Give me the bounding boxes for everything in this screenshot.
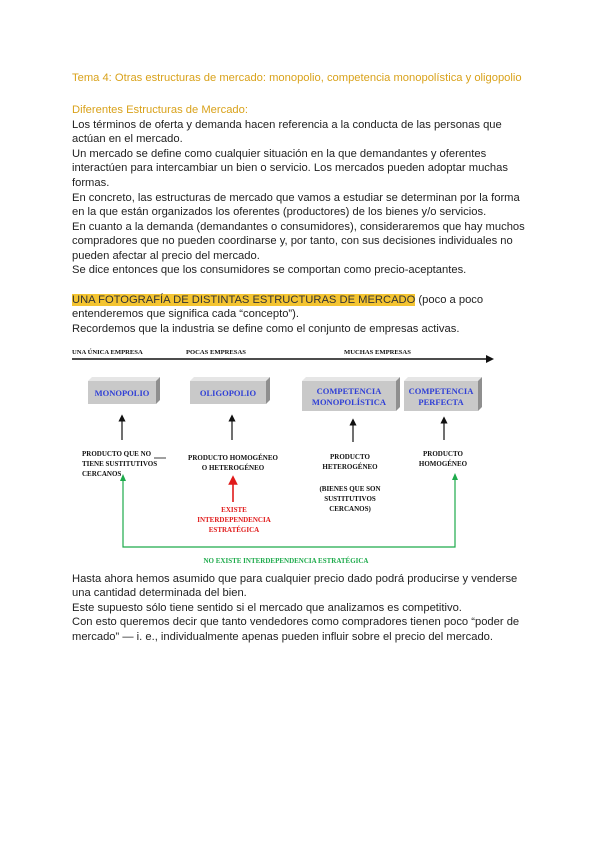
text-line: actúan en el mercado. [72,133,183,145]
photo-heading [72,293,483,308]
text-line: Se dice entonces que los consumidores se comportan como precio-aceptantes. [72,264,467,276]
box-competencia-monopolistica [302,377,400,411]
box-label: COMPETENCIA [316,386,382,396]
scale-label-many: MUCHAS EMPRESAS [344,349,411,356]
box-label: MONOPOLIO [94,388,150,398]
description-monopolio [82,450,166,478]
text-line: en la que están organizados los oferentes (productores) de los bienes y/o servicios. [72,206,487,218]
text-line: En cuanto a la demanda (demandantes o consumidores), consideraremos que hay muchos [72,221,525,233]
text-line: formas. [72,177,110,189]
text-line: compradores que no pueden coordinarse y, por tanto, con sus decisiones individuales no [72,235,513,247]
note-line: SUSTITUTIVOS [324,495,376,503]
box-label: COMPETENCIA [408,386,474,396]
box-monopolio [88,377,160,404]
description-line: PRODUCTO QUE NO [82,450,152,458]
highlighted-heading: UNA FOTOGRAFÍA DE DISTINTAS ESTRUCTURAS DE MERCADO [72,294,416,306]
description-line: PRODUCTO [423,450,463,458]
scale-label-few: POCAS EMPRESAS [186,349,246,356]
text-line: mercado” — i. e., individualmente apenas pueden influir sobre el precio del mercado. [72,631,494,643]
text-line: pueden afectar al precio del mercado. [72,250,260,262]
text-line: Hasta ahora hemos asumido que para cualquier precio dado podrá producirse y venderse [72,573,518,585]
green-connector [123,478,455,547]
scale-arrowhead [486,355,494,363]
description-line: PRODUCTO HOMOGÉNEO [188,454,278,462]
text-line: una cantidad determinada del bien. [72,587,247,599]
text-line: Con esto queremos decir que tanto vendedores como compradores tienen poco “poder de [72,616,520,628]
heading-rest: (poco a poco [415,294,484,306]
interdependence-line: EXISTE [221,506,247,514]
description-line: TIENE SUSTITUTIVOS [82,460,158,468]
description-line: HOMOGÉNEO [418,460,468,468]
box-label: MONOPOLÍSTICA [311,397,387,407]
document-title: Tema 4: Otras estructuras de mercado: monopolio, competencia monopolística y oligopolio [72,72,522,84]
description-line: PRODUCTO [330,453,370,461]
interdependence-line: ESTRATÉGICA [208,526,260,534]
no-interdependence-label: NO EXISTE INTERDEPENDENCIA ESTRATÉGICA [203,557,369,565]
text-line: Este supuesto sólo tiene sentido si el mercado que analizamos es competitivo. [72,602,462,614]
text-line: Recordemos que la industria se define como el conjunto de empresas activas. [72,323,460,335]
text-line: Los términos de oferta y demanda hacen referencia a la conducta de las personas que [72,119,502,131]
description-perfecta [419,450,468,468]
description-oligopolio [188,454,278,472]
text-line: interactúen para intercambiar un bien o servicio. Los mercados pueden adoptar muchas [72,162,508,174]
description-line: O HETEROGÉNEO [201,464,265,472]
description-line: HETEROGÉNEO [322,463,378,471]
scale-label-one: UNA ÚNICA EMPRESA [72,349,143,356]
box-label: PERFECTA [418,397,464,407]
box-oligopolio [190,377,270,404]
market-structures-diagram [68,344,498,572]
description-line: CERCANOS [82,470,122,478]
text-line: En concreto, las estructuras de mercado que vamos a estudiar se determinan por la forma [72,192,520,204]
text-line: entenderemos que significa cada “concepto”). [72,308,299,320]
note-line: (BIENES QUE SON [319,485,381,493]
description-monopolistica [319,453,380,513]
interdependence-line: INTERDEPENDENCIA [197,516,271,524]
note-line: CERCANOS) [329,505,371,513]
section-heading: Diferentes Estructuras de Mercado: [72,104,248,116]
green-arrowhead-right [452,473,458,480]
box-label: OLIGOPOLIO [199,388,257,398]
text-line: Un mercado se define como cualquier situación en la que demandantes y oferentes [72,148,487,160]
box-competencia-perfecta [404,377,482,411]
